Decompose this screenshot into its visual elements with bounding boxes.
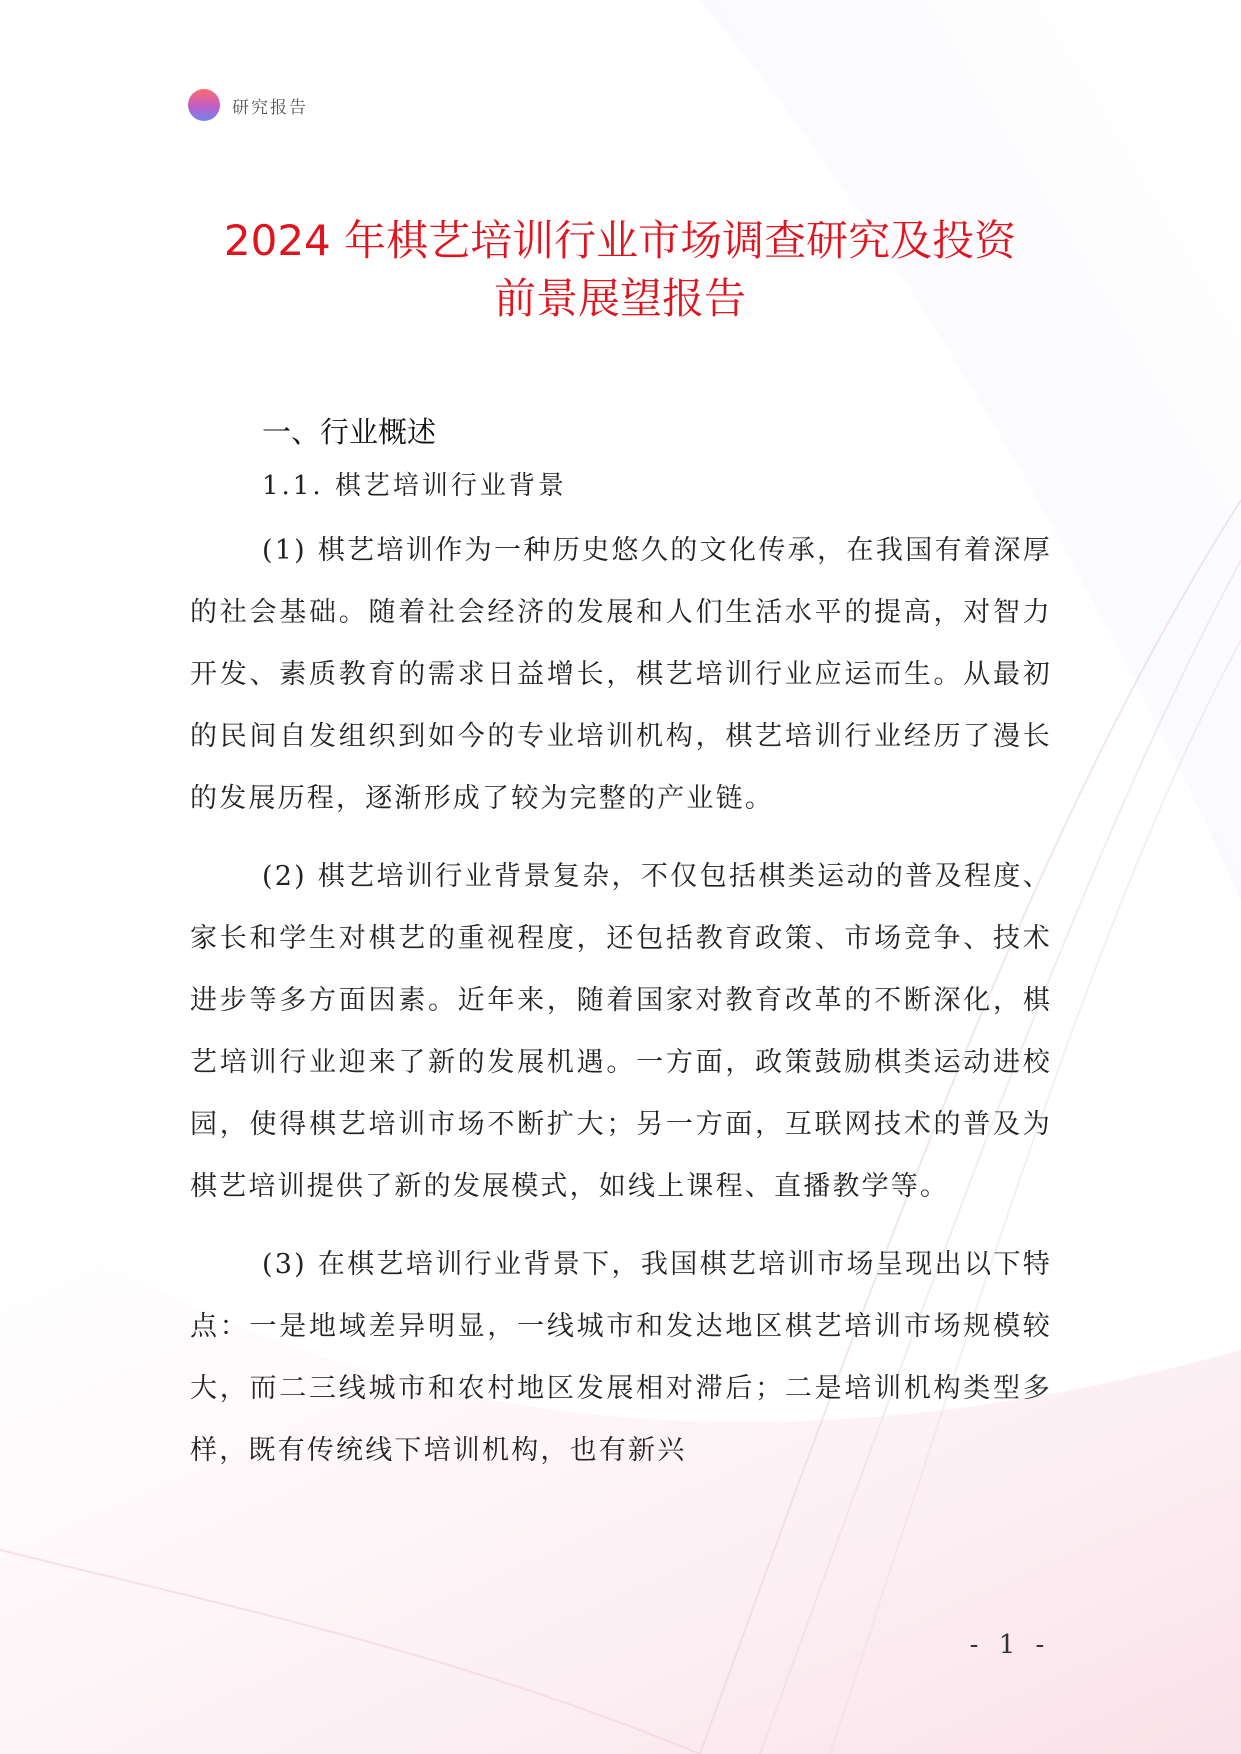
paragraph-1: (1) 棋艺培训作为一种历史悠久的文化传承，在我国有着深厚的社会基础。随着社会经济的发展和人们生活水平的提高，对智力开发、素质教育的需求日益增长，棋艺培训行业应运而生。从最初的民间自发组织到如今的专业培训机构，棋艺培训行业经历了漫长的发展历程，逐渐形成了较为完整的产业链。 [190,535,1052,814]
document-title [180,212,1060,328]
header-label: 研究报告 [232,97,308,118]
report-header [188,88,308,122]
paragraph-2: (2) 棋艺培训行业背景复杂，不仅包括棋类运动的普及程度、家长和学生对棋艺的重视程度，还包括教育政策、市场竞争、技术进步等多方面因素。近年来，随着国家对教育改革的不断深化，棋艺培训行业迎来了新的发展机遇。一方面，政策鼓励棋类运动进校园，使得棋艺培训市场不断扩大；另一方面，互联网技术的普及为棋艺培训提供了新的发展模式，如线上课程、直播教学等。 [190,861,1052,1202]
report-logo-icon [188,89,220,121]
document-body [190,412,1052,1482]
title-line-1: 2024 年棋艺培训行业市场调查研究及投资 [223,216,1017,265]
paragraph-3: (3) 在棋艺培训行业背景下，我国棋艺培训市场呈现出以下特点：一是地域差异明显，一线城市和发达地区棋艺培训市场规模较大，而二三线城市和农村地区发展相对滞后；二是培训机构类型多样，既有传统线下培训机构，也有新兴 [190,1249,1052,1466]
section-heading: 一、行业概述 [262,415,437,449]
subsection-heading: 1.1. 棋艺培训行业背景 [262,471,567,501]
page-number: - 1 - [969,1630,1051,1660]
title-line-2: 前景展望报告 [493,274,746,323]
